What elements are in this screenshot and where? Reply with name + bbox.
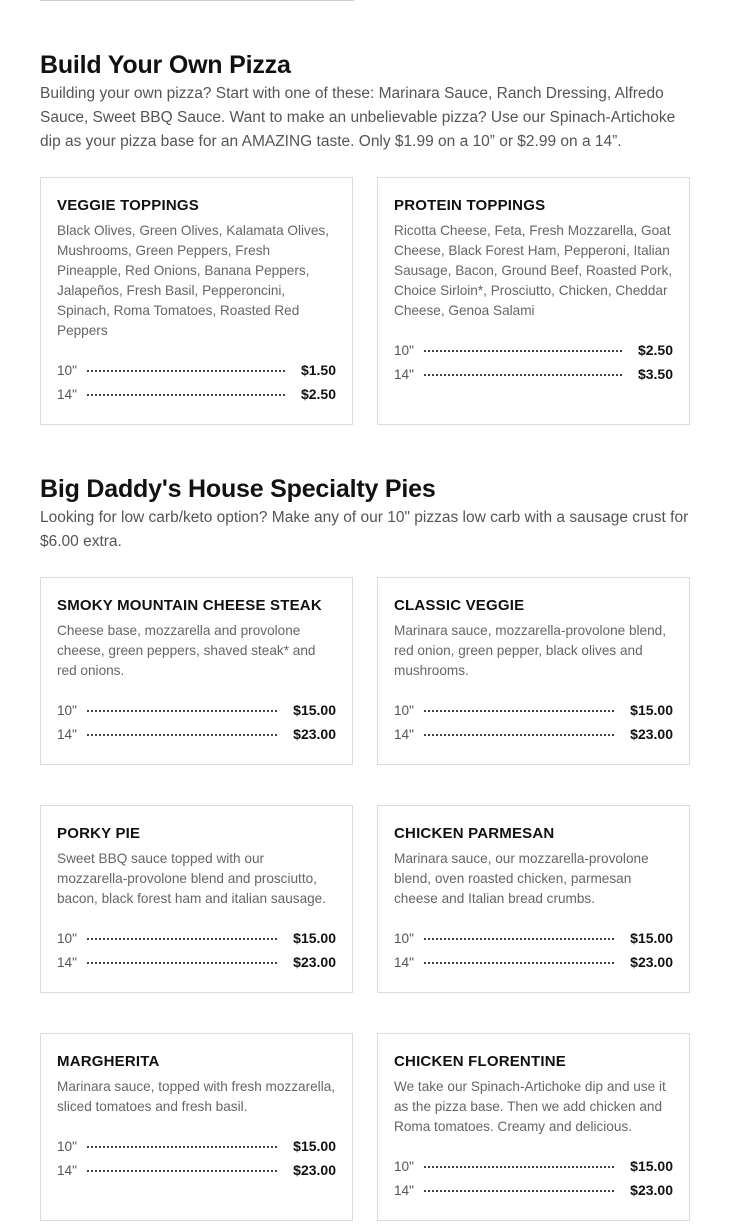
price-list xyxy=(394,338,673,386)
price-row xyxy=(57,722,336,746)
size-label: 10" xyxy=(57,1138,77,1154)
dot-leader xyxy=(87,1146,277,1148)
dot-leader xyxy=(424,374,622,376)
price-row xyxy=(394,338,673,362)
price-value: $23.00 xyxy=(630,954,673,970)
card-description: Marinara sauce, topped with fresh mozzarella, sliced tomatoes and fresh basil. xyxy=(57,1079,336,1114)
price-value: $15.00 xyxy=(293,702,336,718)
price-row xyxy=(394,926,673,950)
dot-leader xyxy=(424,710,614,712)
dot-leader xyxy=(87,1170,277,1172)
dot-leader xyxy=(87,734,277,736)
top-divider xyxy=(40,0,354,1)
card-title: CHICKEN PARMESAN xyxy=(394,825,555,842)
price-row xyxy=(394,698,673,722)
price-list xyxy=(57,358,336,406)
price-value: $3.50 xyxy=(637,366,673,382)
section-description: Building your own pizza? Start with one of these: Marinara Sauce, Ranch Dressing, Alfredo Sauce, Sweet BBQ Sauce. Want to make an unbelievable pizza? Use our Spinach-Artichoke dip as your pizza base for an AMAZING taste. Only $1.99 on a 10” or $2.99 on a 14”. xyxy=(40,85,676,150)
size-label: 14" xyxy=(394,726,414,742)
card-description: Marinara sauce, our mozzarella-provolone blend, oven roasted chicken, parmesan cheese and Italian bread crumbs. xyxy=(394,851,649,906)
price-value: $23.00 xyxy=(293,1162,336,1178)
price-value: $23.00 xyxy=(630,726,673,742)
price-value: $15.00 xyxy=(630,930,673,946)
size-label: 14" xyxy=(394,954,414,970)
size-label: 14" xyxy=(57,726,77,742)
card-description: Marinara sauce, mozzarella-provolone blend, red onion, green pepper, black olives and mushrooms. xyxy=(394,623,667,678)
dot-leader xyxy=(424,350,622,352)
card-title: PORKY PIE xyxy=(57,825,141,842)
card-description: We take our Spinach-Artichoke dip and use it as the pizza base. Then we add chicken and Roma tomatoes. Creamy and delicious. xyxy=(394,1079,666,1134)
card-description: Sweet BBQ sauce topped with our mozzarella-provolone blend and prosciutto, bacon, black forest ham and italian sausage. xyxy=(57,851,327,906)
price-value: $2.50 xyxy=(637,342,673,358)
dot-leader xyxy=(87,710,277,712)
price-row xyxy=(57,1158,336,1182)
dot-leader xyxy=(87,938,277,940)
price-row xyxy=(394,722,673,746)
menu-card-margherita xyxy=(40,1033,353,1221)
card-title: MARGHERITA xyxy=(57,1053,160,1070)
price-row xyxy=(394,1154,673,1178)
dot-leader xyxy=(424,1190,614,1192)
card-title: CLASSIC VEGGIE xyxy=(394,597,525,614)
price-row xyxy=(394,1178,673,1202)
menu-card-chicken-florentine xyxy=(377,1033,690,1221)
price-row xyxy=(57,698,336,722)
dot-leader xyxy=(424,734,614,736)
price-value: $23.00 xyxy=(293,726,336,742)
size-label: 10" xyxy=(57,930,77,946)
size-label: 14" xyxy=(57,954,77,970)
price-list xyxy=(394,698,673,746)
menu-card-smoky-mountain-cheese-steak xyxy=(40,577,353,765)
size-label: 14" xyxy=(57,386,77,402)
price-value: $15.00 xyxy=(293,1138,336,1154)
price-value: $23.00 xyxy=(630,1182,673,1198)
price-list xyxy=(394,1154,673,1202)
size-label: 10" xyxy=(394,930,414,946)
price-value: $23.00 xyxy=(293,954,336,970)
dot-leader xyxy=(424,962,614,964)
section-title: Build Your Own Pizza xyxy=(40,51,291,79)
size-label: 10" xyxy=(394,1158,414,1174)
price-row xyxy=(394,950,673,974)
price-value: $15.00 xyxy=(630,702,673,718)
menu-card-porky-pie xyxy=(40,805,353,993)
size-label: 14" xyxy=(394,1182,414,1198)
size-label: 10" xyxy=(394,702,414,718)
menu-card-protein-toppings xyxy=(377,177,690,425)
size-label: 10" xyxy=(57,702,77,718)
menu-card-veggie-toppings xyxy=(40,177,353,425)
price-list xyxy=(57,1134,336,1182)
build-your-own-section xyxy=(40,50,690,154)
price-value: $1.50 xyxy=(300,362,336,378)
dot-leader xyxy=(87,370,285,372)
price-row xyxy=(57,358,336,382)
menu-card-chicken-parmesan xyxy=(377,805,690,993)
dot-leader xyxy=(87,394,285,396)
price-value: $2.50 xyxy=(300,386,336,402)
card-description: Ricotta Cheese, Feta, Fresh Mozzarella, Goat Cheese, Black Forest Ham, Pepperoni, Italian Sausage, Bacon, Ground Beef, Roasted Pork, Choice Sirloin*, Prosciutto, Chicken, Cheddar Cheese, Genoa Salami xyxy=(394,223,673,318)
price-list xyxy=(57,926,336,974)
price-value: $15.00 xyxy=(293,930,336,946)
card-description: Black Olives, Green Olives, Kalamata Olives, Mushrooms, Green Peppers, Fresh Pineapple, Red Onions, Banana Peppers, Jalapeños, Fresh Basil, Pepperoncini, Spinach, Roma Tomatoes, Roasted Red Peppers xyxy=(57,223,329,338)
dot-leader xyxy=(424,1166,614,1168)
card-description: Cheese base, mozzarella and provolone cheese, green peppers, shaved steak* and red onions. xyxy=(57,623,316,678)
card-title: CHICKEN FLORENTINE xyxy=(394,1053,566,1070)
price-list xyxy=(57,698,336,746)
price-row xyxy=(394,362,673,386)
section-title: Big Daddy's House Specialty Pies xyxy=(40,475,436,503)
size-label: 14" xyxy=(394,366,414,382)
specialty-pies-section xyxy=(40,474,690,554)
dot-leader xyxy=(87,962,277,964)
menu-card-classic-veggie xyxy=(377,577,690,765)
card-title: SMOKY MOUNTAIN CHEESE STEAK xyxy=(57,597,322,614)
size-label: 10" xyxy=(57,362,77,378)
price-row xyxy=(57,950,336,974)
dot-leader xyxy=(424,938,614,940)
price-row xyxy=(57,926,336,950)
price-row xyxy=(57,382,336,406)
price-list xyxy=(394,926,673,974)
card-title: PROTEIN TOPPINGS xyxy=(394,197,546,214)
price-row xyxy=(57,1134,336,1158)
price-value: $15.00 xyxy=(630,1158,673,1174)
size-label: 10" xyxy=(394,342,414,358)
size-label: 14" xyxy=(57,1162,77,1178)
section-description: Looking for low carb/keto option? Make any of our 10" pizzas low carb with a sausage crust for $6.00 extra. xyxy=(40,509,689,550)
card-title: VEGGIE TOPPINGS xyxy=(57,197,199,214)
